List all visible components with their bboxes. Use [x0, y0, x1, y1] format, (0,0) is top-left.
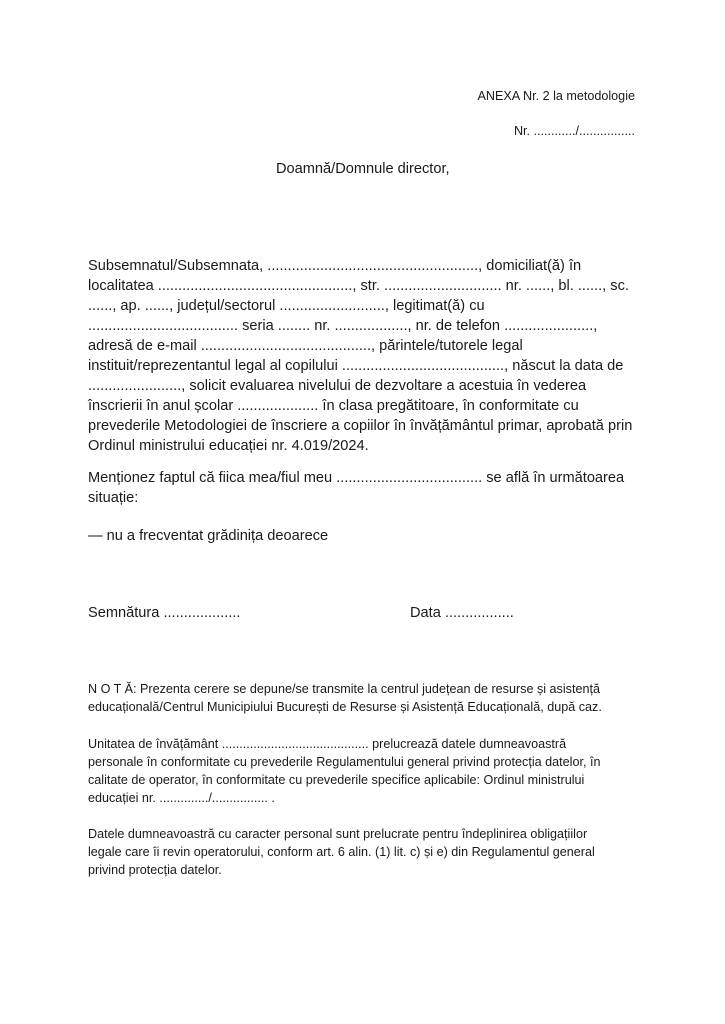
paragraph-line: Subsemnatul/Subsemnata, ...................................................., domiciliat(ă) în — [88, 258, 582, 274]
salutation: Doamnă/Domnule director, — [276, 161, 450, 177]
note-line: Unitatea de învățământ .......................................... prelucrează datele dumneavoastră — [88, 737, 567, 751]
paragraph-line: ......, ap. ......, județul/sectorul .........................., legitimat(ă) cu — [88, 298, 485, 314]
signature-field: Semnătura ................... — [88, 605, 241, 621]
date-field: Data ................. — [410, 605, 514, 621]
paragraph-line: adresă de e-mail .........................................., părintele/tutorele legal — [88, 338, 523, 354]
note-line: N O T Ă: Prezenta cerere se depune/se transmite la centrul județean de resurse și asistență — [88, 682, 600, 696]
paragraph-line: Menționez faptul că fiica mea/fiul meu .................................... se află în următoarea — [88, 470, 625, 486]
note-line: educațională/Centrul Municipiului București de Resurse și Asistență Educațională, după caz. — [88, 700, 602, 714]
situation-item: — nu a frecventat grădinița deoarece — [88, 528, 329, 544]
registration-number: Nr. ............/................ — [513, 124, 635, 138]
note-line: privind protecția datelor. — [88, 863, 222, 877]
paragraph-line: instituit/reprezentantul legal al copilului ........................................, născut la data de — [88, 358, 624, 374]
paragraph-line: înscrierii în anul școlar .................... în clasa pregătitoare, în conformitate cu — [88, 398, 579, 414]
paragraph-line: ......................., solicit evaluarea nivelului de dezvoltare a acestuia în vederea — [88, 378, 587, 394]
paragraph-line: prevederile Metodologiei de înscriere a copiilor în învățământul primar, aprobată prin — [88, 418, 633, 434]
note-line: educației nr. ............../................ . — [88, 791, 275, 805]
paragraph-line: ..................................... seria ........ nr. .................., nr. de telefon ......................, — [88, 318, 598, 334]
note-line: legale care îi revin operatorului, conform art. 6 alin. (1) lit. c) și e) din Regulamentul general — [88, 845, 595, 859]
note-line: personale în conformitate cu prevederile Regulamentului general privind protecția datelor, în — [88, 755, 601, 769]
annex-title: ANEXA Nr. 2 la metodologie — [477, 89, 635, 103]
note-line: Datele dumneavoastră cu caracter personal sunt prelucrate pentru îndeplinirea obligațiilor — [88, 827, 588, 841]
paragraph-line: Ordinul ministrului educației nr. 4.019/2024. — [88, 438, 369, 454]
note-line: calitate de operator, în conformitate cu prevederile specifice aplicabile: Ordinul ministrului — [88, 773, 585, 787]
paragraph-line: situație: — [88, 490, 139, 506]
paragraph-line: localitatea ................................................, str. ............................. nr. ......, bl. ......, sc. — [88, 278, 629, 294]
